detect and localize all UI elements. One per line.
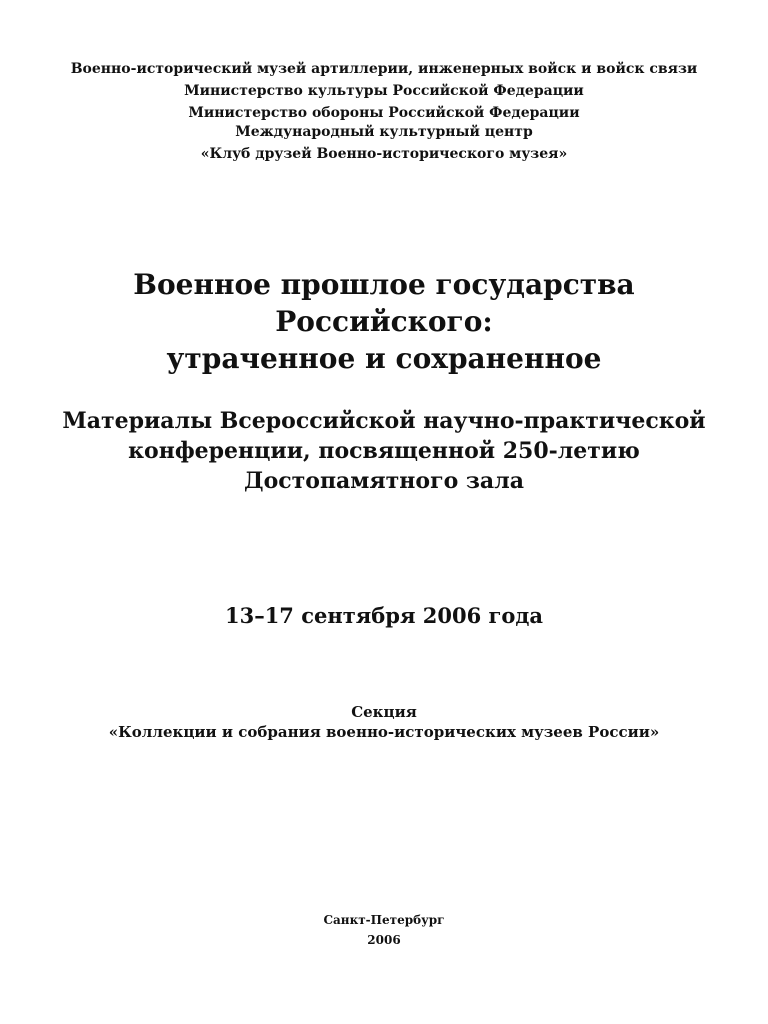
title-line-3: утраченное и сохраненное	[166, 342, 602, 375]
conference-dates: 13–17 сентября 2006 года	[224, 603, 544, 628]
org-museum: Военно-исторический музей артиллерии, инженерных войск и войск связи	[70, 61, 698, 77]
title-line-2: Российского:	[275, 305, 493, 338]
org-cultural-center: Международный культурный центр	[235, 124, 533, 140]
org-club: «Клуб друзей Военно-исторического музея»	[200, 146, 568, 162]
section-label: Секция	[351, 703, 417, 721]
subtitle-line-1: Материалы Всероссийской научно-практической	[62, 408, 706, 434]
subtitle-line-2: конференции, посвященной 250-летию	[128, 438, 640, 464]
imprint-city: Санкт-Петербург	[323, 913, 445, 927]
section-name: «Коллекции и собрания военно-исторических музеев России»	[108, 723, 660, 741]
subtitle-line-3: Достопамятного зала	[244, 468, 524, 494]
org-ministry-defense: Министерство обороны Российской Федерации	[188, 105, 580, 121]
org-ministry-culture: Министерство культуры Российской Федерации	[184, 83, 584, 99]
title-line-1: Военное прошлое государства	[133, 268, 635, 301]
imprint-year: 2006	[367, 933, 401, 947]
